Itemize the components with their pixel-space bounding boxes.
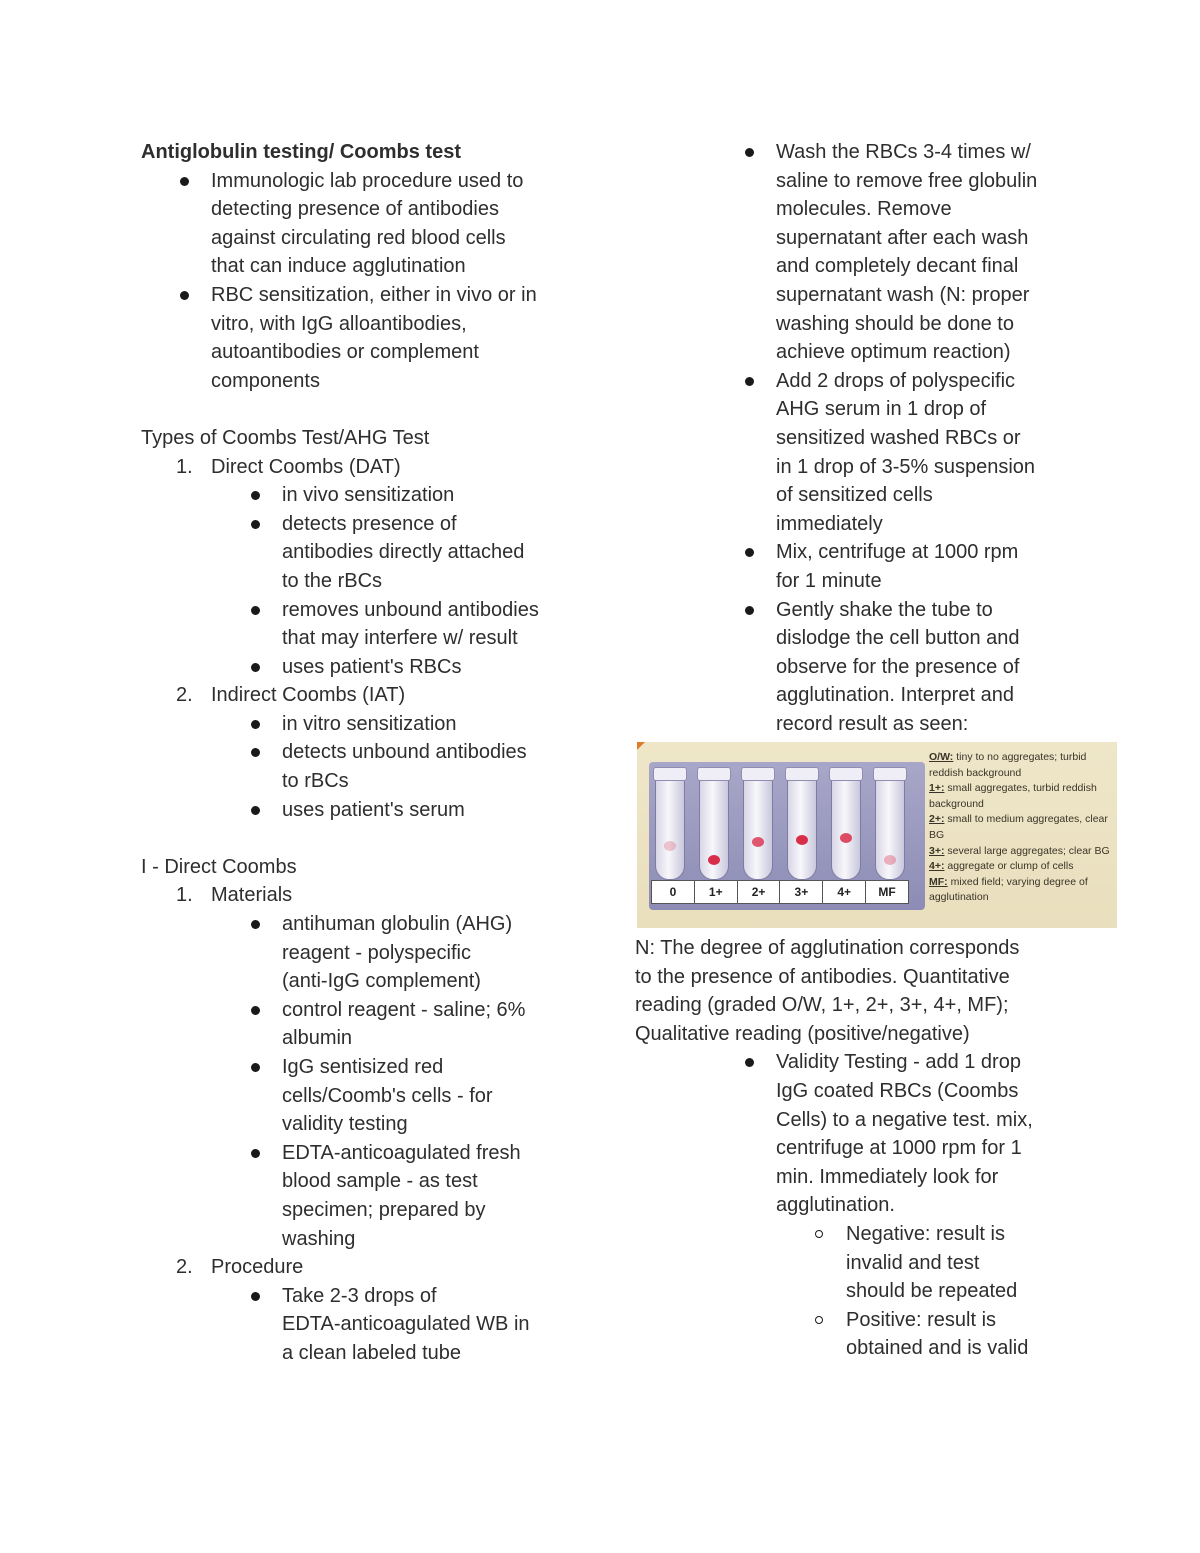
list-item: Take 2-3 drops of EDTA-anticoagulated WB in a clean labeled tube (141, 1282, 581, 1368)
list-item: RBC sensitization, either in vivo or in vitro, with IgG alloantibodies, autoantibodies or complement components (141, 281, 581, 395)
tube-label: 3+ (780, 881, 823, 903)
item-number: 2. (176, 684, 193, 707)
left-column (141, 138, 581, 1368)
list-item: Wash the RBCs 3-4 times w/ saline to remove free globulin molecules. Remove supernatant after each wash and completely decant final supernatant wash (N: proper washing should be done to achieve optimum reaction) (635, 138, 1125, 367)
list-item: antihuman globulin (AHG) reagent - polyspecific (anti-IgG complement) (141, 910, 581, 996)
list-item: removes unbound antibodies that may interfere w/ result (141, 596, 581, 653)
tube-label-bar (651, 880, 909, 904)
numbered-item (141, 881, 581, 910)
item-number: 2. (176, 1256, 193, 1279)
sections-list (141, 881, 581, 1367)
legend-entry: MF: mixed field; varying degree of agglutination (929, 875, 1088, 904)
list-item: uses patient's serum (141, 796, 581, 825)
note-paragraph: N: The degree of agglutination corresponds to the presence of antibodies. Quantitative reading (graded O/W, 1+, 2+, 3+, 4+, MF); Qualitative reading (positive/negative) (635, 937, 1020, 1045)
item-number: 1. (176, 455, 193, 478)
right-column-lower (635, 934, 1125, 1363)
item-number: 1. (176, 884, 193, 907)
types-list (141, 453, 581, 825)
test-tube (875, 770, 905, 880)
agglutination-grading-image (637, 742, 1117, 928)
list-item: in vitro sensitization (141, 710, 581, 739)
legend-entry: O/W: tiny to no aggregates; turbid reddish background (929, 751, 1087, 779)
numbered-item (141, 1253, 581, 1282)
legend-entry: 2+: small to medium aggregates, clear BG (929, 813, 1108, 841)
list-item: Immunologic lab procedure used to detecting presence of antibodies against circulating red blood cells that can induce agglutination (141, 167, 581, 281)
list-item: Validity Testing - add 1 drop IgG coated RBCs (Coombs Cells) to a negative test. mix, centrifuge at 1000 rpm for 1 min. Immediately look for agglutination. (635, 1048, 1125, 1220)
list-item: EDTA-anticoagulated fresh blood sample - as test specimen; prepared by washing (141, 1139, 581, 1253)
tube-label: 0 (652, 881, 695, 903)
list-item: uses patient's RBCs (141, 653, 581, 682)
tube-label: 1+ (695, 881, 738, 903)
numbered-item (141, 453, 581, 482)
list-item: detects presence of antibodies directly attached to the rBCs (141, 510, 581, 596)
section-heading: I - Direct Coombs (141, 855, 297, 878)
tube-label: MF (878, 885, 896, 899)
legend-entry: 4+: aggregate or clump of cells (929, 860, 1074, 873)
legend-entry: 3+: several large aggregates; clear BG (929, 844, 1110, 857)
test-tube (655, 770, 685, 880)
test-tube (787, 770, 817, 880)
list-item: in vivo sensitization (141, 481, 581, 510)
doc-title: Antiglobulin testing/ Coombs test (141, 141, 461, 163)
test-tube (699, 770, 729, 880)
grading-legend (929, 750, 1115, 906)
sub-list-item: Negative: result is invalid and test should be repeated (635, 1220, 1125, 1306)
list-item: Mix, centrifuge at 1000 rpm for 1 minute (635, 538, 1125, 595)
item-label: Indirect Coombs (IAT) (211, 684, 406, 707)
test-tube (831, 770, 861, 880)
list-item: IgG sentisized red cells/Coomb's cells - for validity testing (141, 1053, 581, 1139)
right-column (635, 138, 1125, 738)
list-item: control reagent - saline; 6% albumin (141, 996, 581, 1053)
tube-label: 4+ (823, 881, 866, 903)
sub-list-item: Positive: result is obtained and is valid (635, 1306, 1125, 1363)
validity-list (635, 1048, 1125, 1363)
item-label: Materials (211, 884, 293, 907)
types-heading: Types of Coombs Test/AHG Test (141, 426, 430, 449)
item-label: Direct Coombs (DAT) (211, 455, 401, 478)
tube-label: 2+ (738, 881, 781, 903)
test-tube (743, 770, 773, 880)
numbered-item (141, 681, 581, 710)
image-corner-mark (637, 742, 645, 750)
item-label: Procedure (211, 1256, 304, 1279)
list-item: Gently shake the tube to dislodge the cell button and observe for the presence of agglutination. Interpret and record result as seen: (635, 596, 1125, 739)
list-item: Add 2 drops of polyspecific AHG serum in 1 drop of sensitized washed RBCs or in 1 drop of 3-5% suspension of sensitized cells immediately (635, 367, 1125, 539)
procedure-list (635, 138, 1125, 738)
intro-list (141, 167, 581, 396)
list-item: detects unbound antibodies to rBCs (141, 738, 581, 795)
legend-entry: 1+: small aggregates, turbid reddish background (929, 782, 1097, 810)
